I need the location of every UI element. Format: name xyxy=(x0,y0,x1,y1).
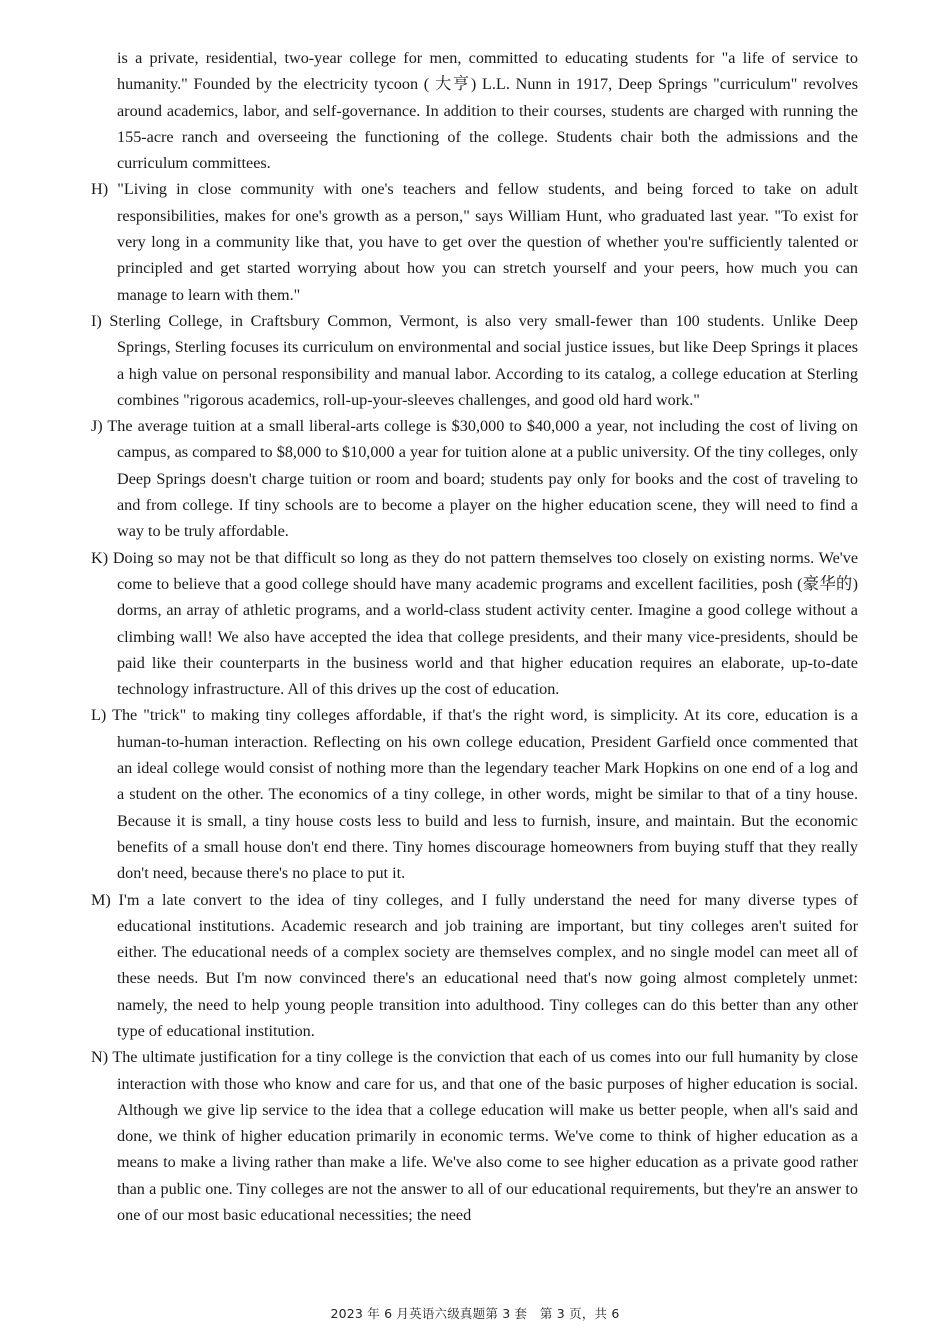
paragraph-label: J) xyxy=(91,417,103,436)
paragraph-text: Doing so may not be that difficult so long as they do not pattern themselves too closely on existing norms. We've come to believe that a good college should have many academic programs and excellent facilities, posh (豪华的) dorms, an array of athletic programs, and a world-class student activity center. Imagine a good college without a climbing wall! We also have accepted the idea that college presidents, and their many vice-presidents, should be paid like their counterparts in the business world and that higher education requires an elaborate, up-to-date technology infrastructure. All of this drives up the cost of education. xyxy=(112,548,859,699)
paragraph-l xyxy=(91,702,858,886)
paragraph-label: L) xyxy=(91,706,107,725)
paragraph-n xyxy=(91,1044,858,1228)
paragraph-text: Sterling College, in Craftsbury Common, Vermont, is also very small-fewer than 100 students. Unlike Deep Springs, Sterling focuses its curriculum on environmental and social justice issues, but like Deep Springs it places a high value on personal responsibility and manual labor. According to its catalog, a college education at Sterling combines "rigorous academics, roll-up-your-sleeves challenges, and good old hard work." xyxy=(109,311,858,409)
paragraph-i xyxy=(91,308,858,413)
paragraph-j xyxy=(91,413,858,544)
paragraph-label: K) xyxy=(91,548,109,567)
paragraph-text: The "trick" to making tiny colleges affordable, if that's the right word, is simplicity. At its core, education is a human-to-human interaction. Reflecting on his own college education, President Garfield once commented that an ideal college would consist of nothing more than the legendary teacher Mark Hopkins on one end of a log and a student on the other. The economics of a tiny college, in other words, might be similar to that of a tiny house. Because it is small, a tiny house costs less to build and less to furnish, insure, and maintain. But the economic benefits of a small house don't end there. Tiny homes discourage homeowners from buying stuff that they really don't need, because there's no place to put it. xyxy=(112,706,858,883)
paragraph-m xyxy=(91,887,858,1045)
paragraph-h xyxy=(91,176,858,307)
paragraph-text: The ultimate justification for a tiny college is the conviction that each of us comes into our full humanity by close interaction with those who know and care for us, and that one of the basic purposes of higher education is social. Although we give lip service to the idea that a college education will make us better people, when all's said and done, we think of higher education primarily in economic terms. We've come to think of higher education as a means to make a living rather than make a life. We've also come to see higher education as a private good rather than a public one. Tiny colleges are not the answer to all of our educational requirements, but they're an answer to one of our most basic educational necessities; the need xyxy=(112,1048,859,1225)
paragraph-label: H) xyxy=(91,180,109,199)
paragraph-text: The average tuition at a small liberal-arts college is $30,000 to $40,000 a year, not including the cost of living on campus, as compared to $8,000 to $10,000 a year for tuition alone at a public university. Of the tiny colleges, only Deep Springs doesn't charge tuition or room and board; students pay only for books and the cost of traveling to and from college. If tiny schools are to become a player on the higher education scene, they will need to find a way to be truly affordable. xyxy=(107,417,858,541)
document-body xyxy=(91,45,858,1228)
paragraph-text: I'm a late convert to the idea of tiny colleges, and I fully understand the need for many diverse types of educational institutions. Academic research and job training are important, but tiny colleges aren't suited for either. The educational needs of a complex society are themselves complex, and no single model can meet all of these needs. But I'm now convinced there's an educational need that's now going almost completely unmet: namely, the need to help young people transition into adulthood. Tiny colleges can do this better than any other type of educational institution. xyxy=(117,890,859,1040)
paragraph-k xyxy=(91,545,858,703)
paragraph-label: M) xyxy=(91,890,111,909)
paragraph-text: "Living in close community with one's teachers and fellow students, and being forced to take on adult responsibilities, makes for one's growth as a person," says William Hunt, who graduated last year. "To exist for very long in a community like that, you have to get over the question of whether you're sufficiently talented or principled and get started worrying about how you can stretch yourself and your peers, how much you can manage to learn with them." xyxy=(117,180,858,304)
paragraph-g-continuation: is a private, residential, two-year college for men, committed to educating students for "a life of service to humanity." Founded by the electricity tycoon ( 大亨) L.L. Nunn in 1917, Deep Springs "curriculum" revolves around academics, labor, and self-governance. In addition to their courses, students are charged with running the 155-acre ranch and overseeing the functioning of the college. Students chair both the admissions and the curriculum committees. xyxy=(117,49,858,173)
paragraph-label: I) xyxy=(91,311,102,330)
page-footer: 2023 年 6 月英语六级真题第 3 套 第 3 页，共 6 xyxy=(330,1306,620,1321)
paragraph-label: N) xyxy=(91,1048,109,1067)
